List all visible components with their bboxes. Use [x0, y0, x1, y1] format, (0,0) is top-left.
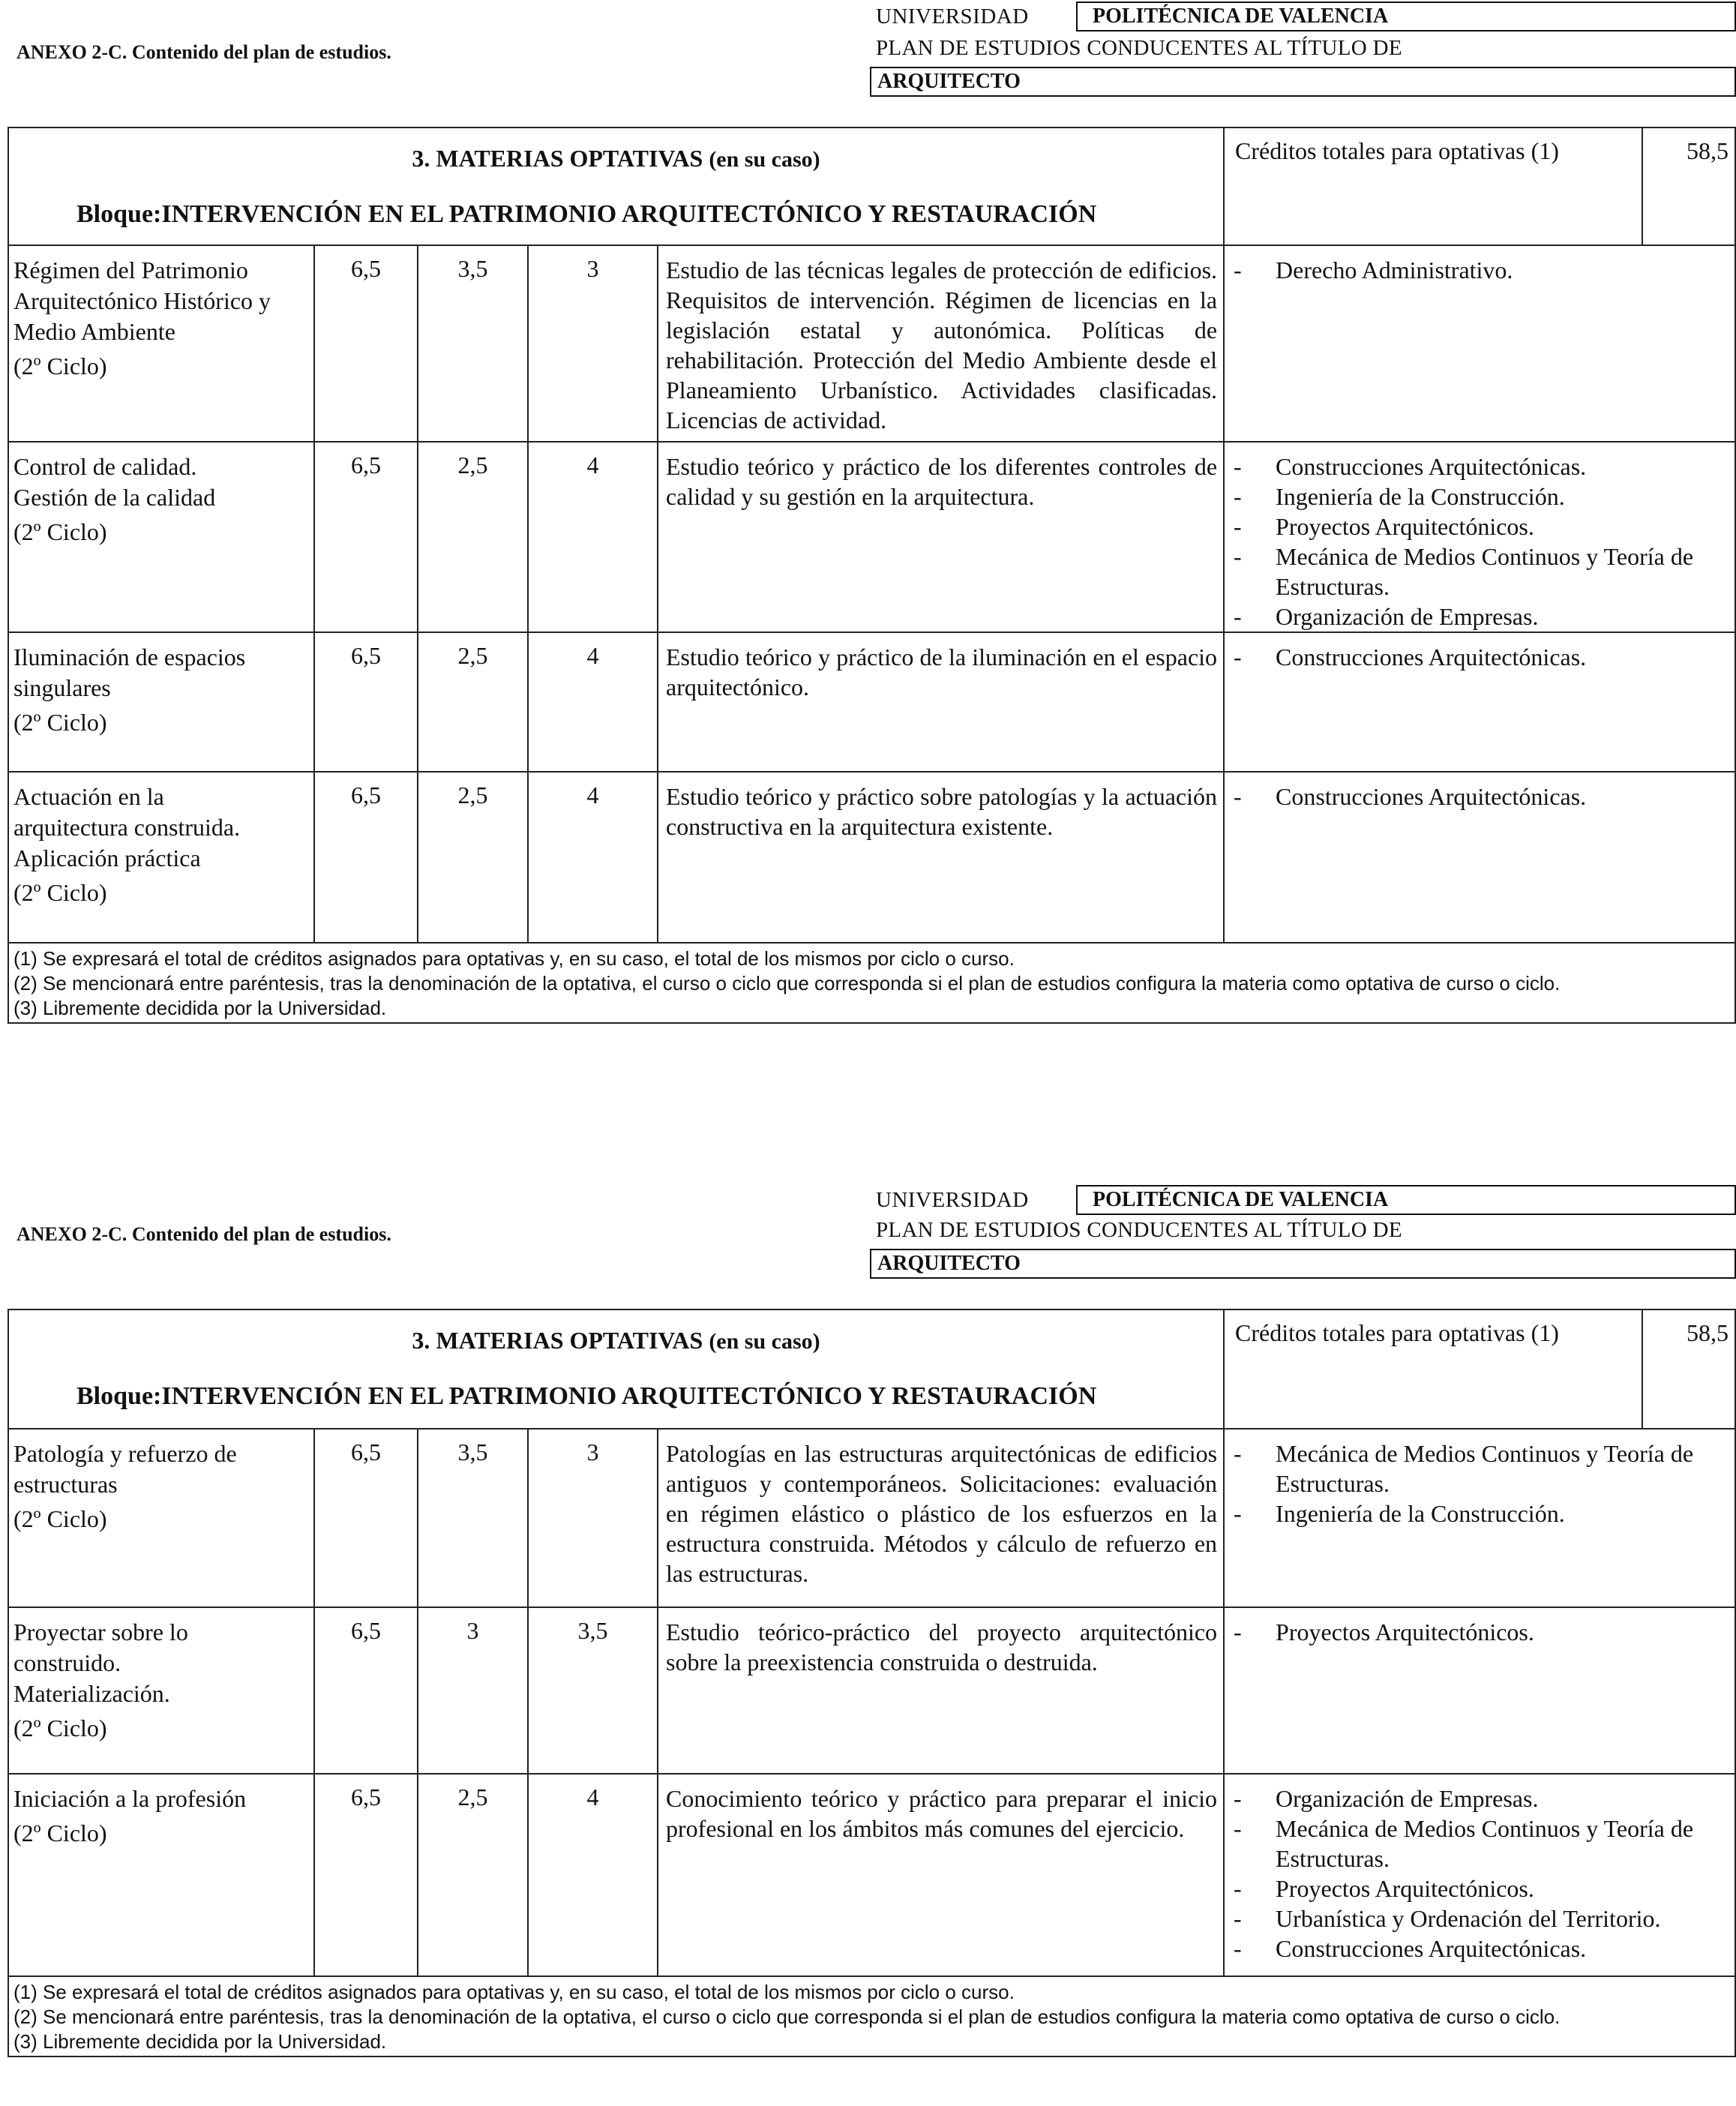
bloque-title: Bloque:INTERVENCIÓN EN EL PATRIMONIO ARQUITECTÓNICO Y RESTAURACIÓN	[76, 200, 1097, 228]
materia-name-line: Actuación en la	[13, 783, 164, 810]
materia-description: Estudio teórico y práctico de los diferentes controles de calidad y su gestión en la arquitectura.	[658, 442, 1224, 632]
areas-conocimiento-cell	[1224, 1774, 1735, 1976]
creditos-practicos: 4	[528, 1774, 658, 1976]
table-row	[8, 442, 1735, 632]
area-item: - Construcciones Arquitectónicas.	[1234, 782, 1729, 812]
materia-name-line: Gestión de la calidad	[13, 484, 216, 511]
footnote-2: (2) Se mencionará entre paréntesis, tras la denominación de la optativa, el curso o ciclo que corresponda si el plan de estudios configura la materia como optativa de curso o ciclo.	[13, 2006, 1561, 2028]
areas-list	[1234, 642, 1729, 672]
creditos-total: 6,5	[314, 772, 418, 943]
plan-label: PLAN DE ESTUDIOS CONDUCENTES AL TÍTULO DE	[876, 36, 1402, 60]
creditos-teoricos: 3,5	[418, 1429, 528, 1607]
universidad-label: UNIVERSIDAD	[876, 4, 1029, 28]
materia-name-line: (2º Ciclo)	[13, 518, 107, 545]
universidad-label: UNIVERSIDAD	[876, 1188, 1029, 1212]
materia-name-line: (2º Ciclo)	[13, 709, 107, 736]
creditos-practicos: 4	[528, 772, 658, 943]
creditos-label: Créditos totales para optativas (1)	[1224, 128, 1642, 245]
table-row	[8, 1429, 1735, 1607]
creditos-total: 6,5	[314, 632, 418, 772]
area-item: - Derecho Administrativo.	[1234, 255, 1729, 285]
creditos-teoricos: 2,5	[418, 1774, 528, 1976]
materias-table	[7, 127, 1736, 1024]
areas-list	[1234, 782, 1729, 812]
footnotes	[8, 1976, 1735, 2056]
plan-label: PLAN DE ESTUDIOS CONDUCENTES AL TÍTULO DE	[876, 1218, 1402, 1242]
materia-name-cell	[8, 1607, 314, 1774]
materia-name-cell	[8, 1429, 314, 1607]
section-title	[9, 1327, 1223, 1354]
titulo-value: ARQUITECTO	[870, 1249, 1736, 1279]
materia-name-line: construido.	[13, 1649, 121, 1676]
creditos-teoricos: 3	[418, 1607, 528, 1774]
area-item: - Ingeniería de la Construcción.	[1234, 1498, 1729, 1528]
materia-name-line: singulares	[13, 674, 111, 701]
section-heading-cell	[8, 1310, 1224, 1429]
area-item: - Mecánica de Medios Continuos y Teoría de Estructuras.	[1234, 542, 1729, 602]
areas-list	[1234, 1617, 1729, 1647]
footnote-2: (2) Se mencionará entre paréntesis, tras la denominación de la optativa, el curso o ciclo que corresponda si el plan de estudios configura la materia como optativa de curso o ciclo.	[13, 972, 1561, 994]
creditos-value: 58,5	[1642, 128, 1735, 245]
titulo-value: ARQUITECTO	[870, 67, 1736, 97]
creditos-practicos: 3	[528, 245, 658, 442]
materia-name-line: Iluminación de espacios	[13, 644, 246, 670]
materia-name-line: Medio Ambiente	[13, 318, 175, 345]
creditos-practicos: 3,5	[528, 1607, 658, 1774]
area-item: - Mecánica de Medios Continuos y Teoría de Estructuras.	[1234, 1814, 1729, 1874]
creditos-teoricos: 2,5	[418, 632, 528, 772]
area-item: - Proyectos Arquitectónicos.	[1234, 1617, 1729, 1647]
creditos-label: Créditos totales para optativas (1)	[1224, 1310, 1642, 1429]
universidad-value: POLITÉCNICA DE VALENCIA	[1076, 1185, 1736, 1215]
footnotes	[8, 943, 1735, 1023]
creditos-teoricos: 2,5	[418, 772, 528, 943]
area-item: - Proyectos Arquitectónicos.	[1234, 1874, 1729, 1904]
materia-name-line: Materialización.	[13, 1680, 170, 1707]
section-heading-cell	[8, 128, 1224, 245]
materia-name-line: arquitectura construida.	[13, 814, 241, 841]
table-row	[8, 772, 1735, 943]
materia-description: Estudio teórico y práctico de la iluminación en el espacio arquitectónico.	[658, 632, 1224, 772]
table-body	[8, 1429, 1735, 1976]
creditos-practicos: 4	[528, 442, 658, 632]
anexo-title: ANEXO 2-C. Contenido del plan de estudios.	[16, 1223, 391, 1245]
materia-name-line: (2º Ciclo)	[13, 1714, 107, 1742]
area-item: - Construcciones Arquitectónicas.	[1234, 452, 1729, 482]
area-item: - Proyectos Arquitectónicos.	[1234, 512, 1729, 542]
areas-conocimiento-cell	[1224, 245, 1735, 442]
materia-name-line: Aplicación práctica	[13, 844, 201, 872]
materia-name-line: Régimen del Patrimonio	[13, 256, 248, 284]
materia-name-line: estructuras	[13, 1471, 118, 1498]
materia-name-line: Control de calidad.	[13, 453, 197, 480]
areas-list	[1234, 255, 1729, 285]
areas-conocimiento-cell	[1224, 1429, 1735, 1607]
area-item: - Organización de Empresas.	[1234, 1784, 1729, 1814]
materia-description: Estudio de las técnicas legales de protección de edificios. Requisitos de intervención. Régimen de licencias en la legislación estatal y autonómica. Políticas de rehabilitación. Protección del Medio Ambiente desde el Planeamiento Urbanístico. Actividades clasificadas. Licencias de actividad.	[658, 245, 1224, 442]
footnote-1: (1) Se expresará el total de créditos asignados para optativas y, en su caso, el total de los mismos por ciclo o curso.	[13, 1981, 1015, 2003]
areas-conocimiento-cell	[1224, 632, 1735, 772]
area-item: - Construcciones Arquitectónicas.	[1234, 642, 1729, 672]
materia-description: Patologías en las estructuras arquitectónicas de edificios antiguos y contemporáneos. Solicitaciones: evaluación en régimen elástico o plástico de los esfuerzos en la estructura construida. Métodos y cálculo de refuerzo en las estructuras.	[658, 1429, 1224, 1607]
area-item: - Construcciones Arquitectónicas.	[1234, 1934, 1729, 1964]
section-title-suffix: (en su caso)	[709, 1329, 820, 1354]
universidad-value: POLITÉCNICA DE VALENCIA	[1076, 2, 1736, 32]
areas-conocimiento-cell	[1224, 772, 1735, 943]
area-item: - Mecánica de Medios Continuos y Teoría de Estructuras.	[1234, 1438, 1729, 1498]
materia-name-line: Arquitectónico Histórico y	[13, 287, 271, 314]
creditos-value: 58,5	[1642, 1310, 1735, 1429]
section-title-text: 3. MATERIAS OPTATIVAS	[412, 145, 703, 172]
anexo-title: ANEXO 2-C. Contenido del plan de estudios.	[16, 41, 391, 63]
areas-list	[1234, 452, 1729, 632]
materia-name-cell	[8, 632, 314, 772]
materia-name-cell	[8, 245, 314, 442]
materia-name-line: (2º Ciclo)	[13, 352, 107, 380]
creditos-total: 6,5	[314, 1607, 418, 1774]
footnote-3: (3) Libremente decidida por la Universidad.	[13, 2030, 387, 2053]
materia-name-line: (2º Ciclo)	[13, 879, 107, 906]
materia-description: Estudio teórico y práctico sobre patologías y la actuación constructiva en la arquitectura existente.	[658, 772, 1224, 943]
areas-list	[1234, 1438, 1729, 1528]
areas-conocimiento-cell	[1224, 1607, 1735, 1774]
creditos-teoricos: 3,5	[418, 245, 528, 442]
areas-list	[1234, 1784, 1729, 1964]
area-item: - Ingeniería de la Construcción.	[1234, 482, 1729, 512]
areas-conocimiento-cell	[1224, 442, 1735, 632]
table-row	[8, 1607, 1735, 1774]
area-item: - Urbanística y Ordenación del Territorio.	[1234, 1904, 1729, 1934]
creditos-practicos: 4	[528, 632, 658, 772]
creditos-total: 6,5	[314, 1774, 418, 1976]
materia-name-cell	[8, 442, 314, 632]
table-row	[8, 632, 1735, 772]
area-item: - Organización de Empresas.	[1234, 602, 1729, 632]
materia-name-cell	[8, 772, 314, 943]
materia-name-cell	[8, 1774, 314, 1976]
section-title	[9, 145, 1223, 172]
table-row	[8, 245, 1735, 442]
creditos-total: 6,5	[314, 1429, 418, 1607]
footnote-3: (3) Libremente decidida por la Universidad.	[13, 997, 387, 1019]
creditos-total: 6,5	[314, 442, 418, 632]
materia-name-line: Iniciación a la profesión	[13, 1785, 247, 1812]
materias-table	[7, 1309, 1736, 2057]
materia-description: Estudio teórico-práctico del proyecto arquitectónico sobre la preexistencia construida o destruida.	[658, 1607, 1224, 1774]
bloque-title: Bloque:INTERVENCIÓN EN EL PATRIMONIO ARQUITECTÓNICO Y RESTAURACIÓN	[76, 1382, 1097, 1410]
materia-name-line: (2º Ciclo)	[13, 1505, 107, 1532]
creditos-teoricos: 2,5	[418, 442, 528, 632]
materia-name-line: (2º Ciclo)	[13, 1820, 107, 1846]
footnote-1: (1) Se expresará el total de créditos asignados para optativas y, en su caso, el total de los mismos por ciclo o curso.	[13, 947, 1015, 970]
materia-description: Conocimiento teórico y práctico para preparar el inicio profesional en los ámbitos más comunes del ejercicio.	[658, 1774, 1224, 1976]
materia-name-line: Patología y refuerzo de	[13, 1440, 237, 1467]
section-title-suffix: (en su caso)	[709, 147, 820, 172]
table-row	[8, 1774, 1735, 1976]
section-title-text: 3. MATERIAS OPTATIVAS	[412, 1327, 703, 1354]
creditos-practicos: 3	[528, 1429, 658, 1607]
materia-name-line: Proyectar sobre lo	[13, 1618, 188, 1646]
table-body	[8, 245, 1735, 943]
creditos-total: 6,5	[314, 245, 418, 442]
